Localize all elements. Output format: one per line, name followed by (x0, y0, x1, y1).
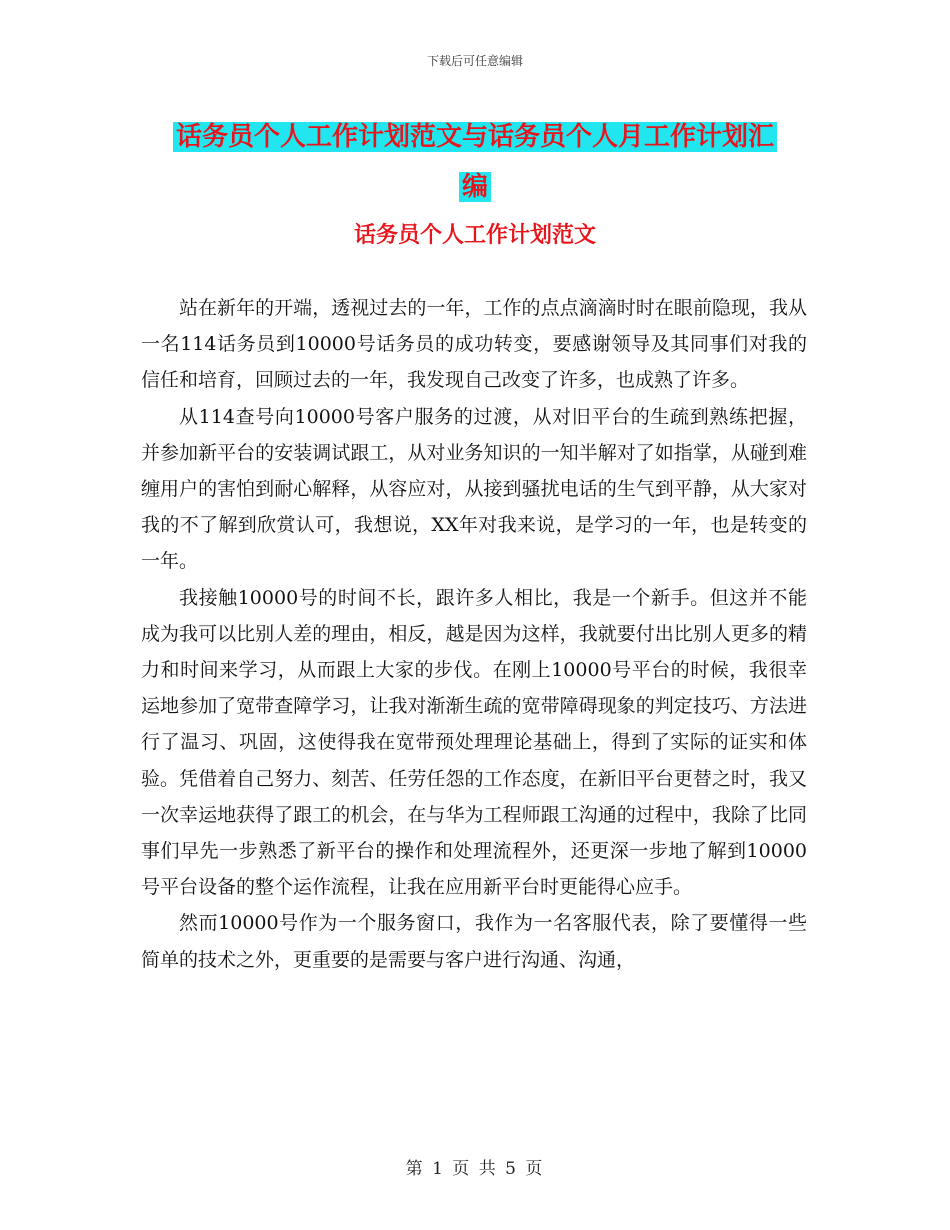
document-title-line1: 话务员个人工作计划范文与话务员个人月工作计划汇 (173, 122, 777, 152)
body-paragraph-4: 然而10000号作为一个服务窗口，我作为一名客服代表，除了要懂得一些简单的技术之外，更重要的是需要与客户进行沟通、沟通， (141, 912, 807, 971)
document-title-line2: 编 (459, 172, 491, 202)
body-paragraph-2: 从114查号向10000号客户服务的过渡，从对旧平台的生疏到熟练把握，并参加新平台的安装调试跟工，从对业务知识的一知半解对了如指掌，从碰到难缠用户的害怕到耐心解释，从容应对，从接到骚扰电话的生气到平静，从大家对我的不了解到欣赏认可，我想说，XX年对我来说，是学习的一年，也是转变的一年。 (141, 405, 807, 573)
page-number-footer: 第 1 页 共 5 页 (405, 1159, 545, 1179)
body-paragraph-3: 我接触10000号的时间不长，跟许多人相比，我是一个新手。但这并不能成为我可以比别人差的理由，相反，越是因为这样，我就要付出比别人更多的精力和时间来学习，从而跟上大家的步伐。在刚上10000号平台的时候，我很幸运地参加了宽带查障学习，让我对渐渐生疏的宽带障碍现象的判定技巧、方法进行了温习、巩固，这使得我在宽带预处理理论基础上，得到了实际的证实和体验。凭借着自己努力、刻苦、任劳任怨的工作态度，在新旧平台更替之时，我又一次幸运地获得了跟工的机会，在与华为工程师跟工沟通的过程中，我除了比同事们早先一步熟悉了新平台的操作和处理流程外，还更深一步地了解到10000号平台设备的整个运作流程，让我在应用新平台时更能得心应手。 (141, 586, 807, 899)
body-paragraph-1: 站在新年的开端，透视过去的一年，工作的点点滴滴时时在眼前隐现，我从一名114话务员到10000号话务员的成功转变，要感谢领导及其同事们对我的信任和培育，回顾过去的一年，我发现自己改变了许多，也成熟了许多。 (141, 297, 807, 392)
document-title (140, 112, 810, 212)
page-header-note: 下载后可任意编辑 (426, 54, 523, 68)
document-body (141, 290, 807, 978)
section-title: 话务员个人工作计划范文 (353, 223, 596, 248)
